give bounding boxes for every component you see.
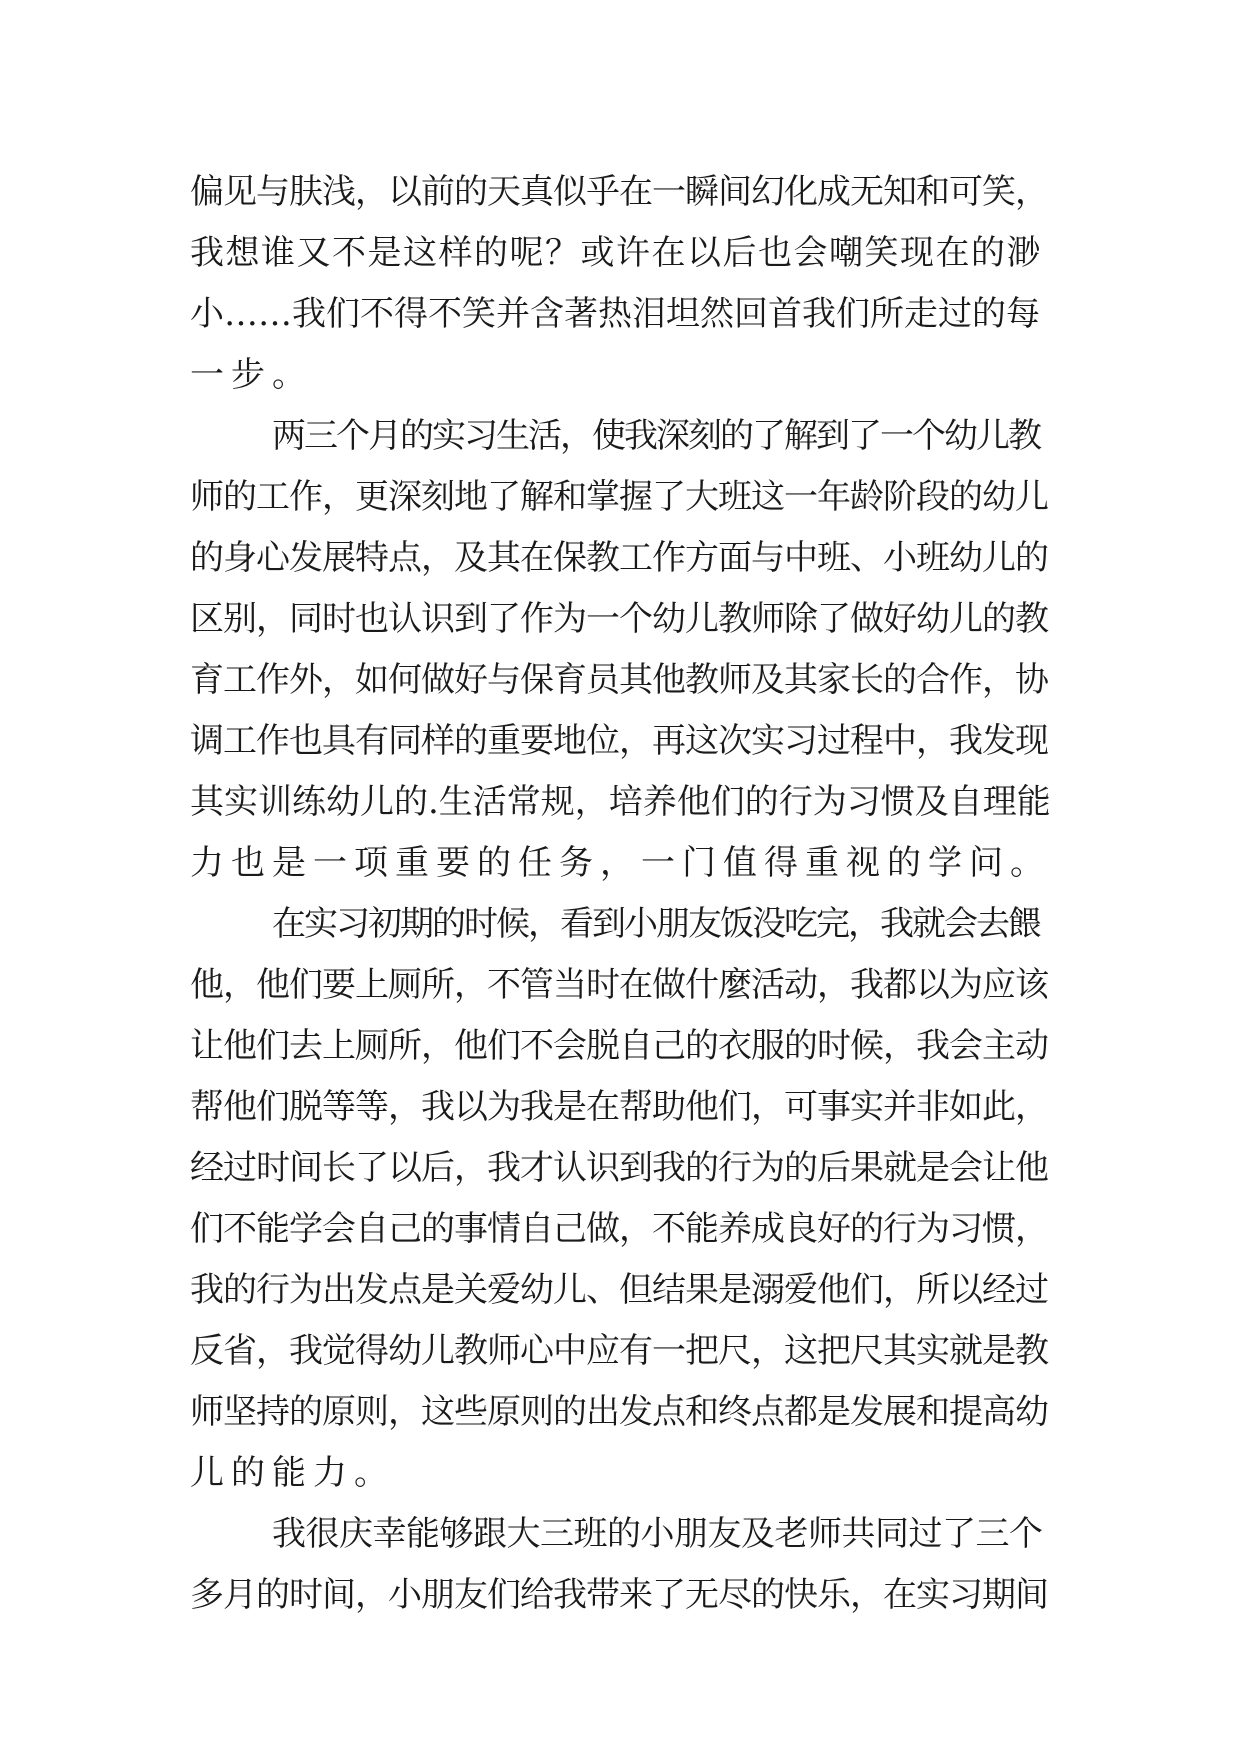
- text-line: 反省，我觉得幼儿教师心中应有一把尺，这把尺其实就是教: [190, 1331, 1048, 1371]
- text-line: 多月的时间，小朋友们给我带来了无尽的快乐，在实习期间: [190, 1575, 1048, 1615]
- text-line: 们不能学会自己的事情自己做，不能养成良好的行为习惯，: [190, 1209, 1048, 1249]
- text-line: 其实训练幼儿的.生活常规，培养他们的行为习惯及自理能: [190, 782, 1051, 822]
- body-text: [190, 162, 1050, 1626]
- text-line: 他，他们要上厕所，不管当时在做什麼活动，我都以为应该: [190, 965, 1048, 1005]
- text-line: 小……我们不得不笑并含著热泪坦然回首我们所走过的每: [190, 294, 1040, 334]
- text-line: 儿的能力。: [190, 1453, 395, 1493]
- text-line: 区别，同时也认识到了作为一个幼儿教师除了做好幼儿的教: [190, 599, 1048, 639]
- text-line: 经过时间长了以后，我才认识到我的行为的后果就是会让他: [190, 1148, 1048, 1188]
- text-line: 一步。: [190, 355, 313, 395]
- text-line: 让他们去上厕所，他们不会脱自己的衣服的时候，我会主动: [190, 1026, 1048, 1066]
- text-line: 师坚持的原则，这些原则的出发点和终点都是发展和提高幼: [190, 1392, 1048, 1432]
- text-line: 师的工作，更深刻地了解和掌握了大班这一年龄阶段的幼儿: [190, 477, 1048, 517]
- text-line: 力也是一项重要的任务，一门值得重视的学问。: [190, 843, 1051, 883]
- text-line: 的身心发展特点，及其在保教工作方面与中班、小班幼儿的: [190, 538, 1048, 578]
- text-line: 我的行为出发点是关爱幼儿、但结果是溺爱他们，所以经过: [190, 1270, 1048, 1310]
- text-line: 我想谁又不是这样的呢？或许在以后也会嘲笑现在的渺: [190, 233, 1042, 273]
- paragraph-first-line: 在实习初期的时候，看到小朋友饭没吃完，我就会去餵: [272, 904, 1040, 944]
- text-line: 偏见与肤浅，以前的天真似乎在一瞬间幻化成无知和可笑，: [190, 172, 1048, 212]
- text-line: 调工作也具有同样的重要地位，再这次实习过程中，我发现: [190, 721, 1048, 761]
- paragraph-first-line: 我很庆幸能够跟大三班的小朋友及老师共同过了三个: [272, 1514, 1043, 1554]
- paragraph-first-line: 两三个月的实习生活，使我深刻的了解到了一个幼儿教: [272, 416, 1040, 456]
- text-line: 育工作外，如何做好与保育员其他教师及其家长的合作，协: [190, 660, 1048, 700]
- text-line: 帮他们脱等等，我以为我是在帮助他们，可事实并非如此，: [190, 1087, 1048, 1127]
